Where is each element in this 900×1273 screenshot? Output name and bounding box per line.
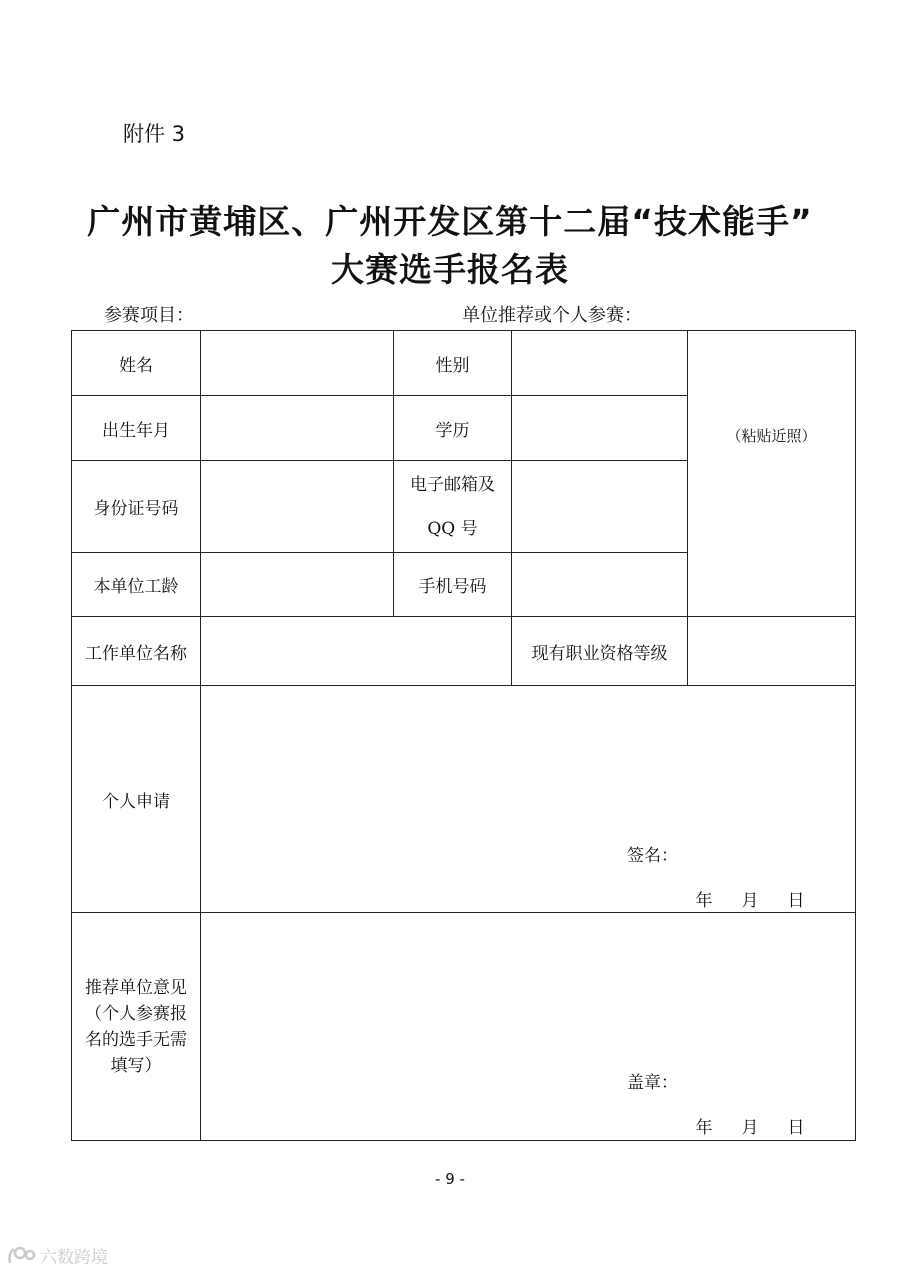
employer-field[interactable] xyxy=(201,617,512,686)
email-qq-field[interactable] xyxy=(512,461,688,553)
gender-label: 性别 xyxy=(394,331,512,396)
qualification-label: 现有职业资格等级 xyxy=(512,617,688,686)
application-field[interactable] xyxy=(201,686,856,913)
recommend-line3: 名的选手无需 xyxy=(85,1029,187,1050)
recommend-line4: 填写） xyxy=(110,1055,162,1076)
qualification-field[interactable] xyxy=(688,617,856,686)
project-label: 参赛项目： xyxy=(104,305,194,326)
seal-label: 盖章： xyxy=(627,1073,678,1093)
birth-label: 出生年月 xyxy=(72,396,201,461)
month-label-2: 月 xyxy=(741,1118,759,1138)
form-title-line2: 大赛选手报名表 xyxy=(331,250,569,289)
day-label-2: 日 xyxy=(787,1118,805,1138)
registration-form-table xyxy=(71,330,856,1141)
employer-label: 工作单位名称 xyxy=(72,617,201,686)
page-number: - 9 - xyxy=(435,1170,465,1188)
email-label-line2: QQ 号 xyxy=(427,518,478,539)
participation-mode-label: 单位推荐或个人参赛： xyxy=(462,305,642,326)
day-label: 日 xyxy=(787,891,805,911)
education-field[interactable] xyxy=(512,396,688,461)
id-number-field[interactable] xyxy=(201,461,394,553)
id-number-label: 身份证号码 xyxy=(72,461,201,553)
birth-field[interactable] xyxy=(201,396,394,461)
email-label-line1: 电子邮箱及 xyxy=(410,474,495,495)
watermark-logo-icon xyxy=(6,1245,36,1267)
year-label: 年 xyxy=(695,891,713,911)
seniority-label: 本单位工龄 xyxy=(72,553,201,617)
gender-field[interactable] xyxy=(512,331,688,396)
mobile-label: 手机号码 xyxy=(394,553,512,617)
seniority-field[interactable] xyxy=(201,553,394,617)
email-qq-label xyxy=(394,461,512,553)
signature-label: 签名： xyxy=(627,846,678,866)
name-field[interactable] xyxy=(201,331,394,396)
application-date xyxy=(681,886,819,911)
recommendation-date xyxy=(681,1113,819,1138)
watermark-text: 六数跨境 xyxy=(40,1248,108,1268)
form-title-line1: 广州市黄埔区、广州开发区第十二届“技术能手” xyxy=(87,202,813,241)
year-label-2: 年 xyxy=(695,1118,713,1138)
mobile-field[interactable] xyxy=(512,553,688,617)
recommendation-label xyxy=(72,913,201,1141)
photo-box[interactable] xyxy=(688,331,856,617)
education-label: 学历 xyxy=(394,396,512,461)
attachment-label: 附件 3 xyxy=(123,122,186,146)
application-label: 个人申请 xyxy=(72,686,201,913)
recommend-line2: （个人参赛报 xyxy=(85,1003,187,1024)
recommend-line1: 推荐单位意见 xyxy=(85,977,187,998)
photo-label: （粘贴近照） xyxy=(726,427,817,445)
name-label: 姓名 xyxy=(72,331,201,396)
watermark xyxy=(6,1243,108,1268)
month-label: 月 xyxy=(741,891,759,911)
recommendation-field[interactable] xyxy=(201,913,856,1141)
